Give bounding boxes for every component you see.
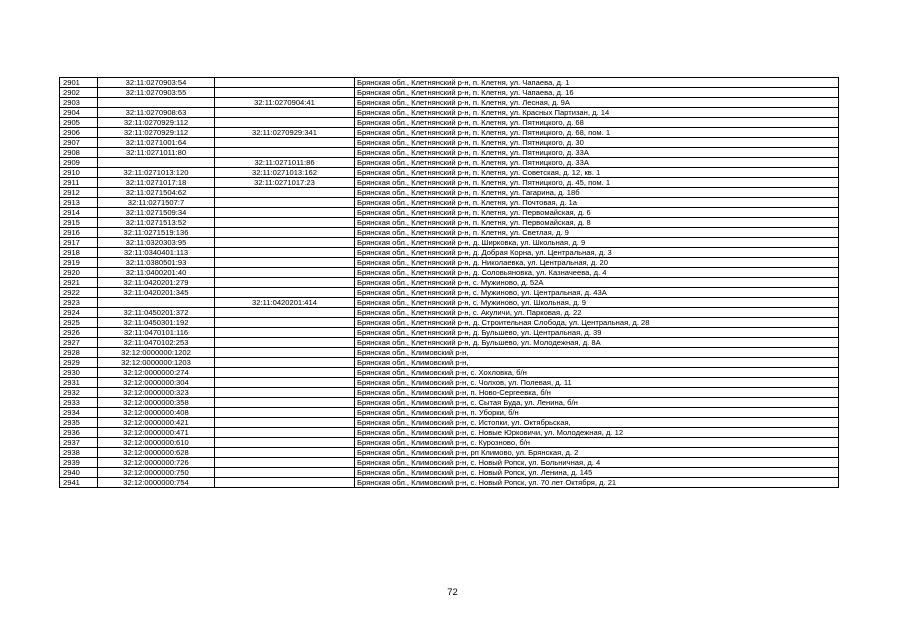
cadastral-number-cell: 32:11:0270903:55 bbox=[98, 88, 215, 98]
cadastral-number-cell: 32:12:0000000:274 bbox=[98, 368, 215, 378]
related-cadastral-number-cell bbox=[215, 428, 355, 438]
row-number-cell: 2902 bbox=[60, 88, 98, 98]
address-cell: Брянская обл., Клетнянский р-н, с. Акуличи, ул. Парковая, д. 22 bbox=[355, 308, 839, 318]
row-number-cell: 2923 bbox=[60, 298, 98, 308]
address-cell: Брянская обл., Клетнянский р-н, п. Клетня, ул. Светлая, д. 9 bbox=[355, 228, 839, 238]
cadastral-number-cell: 32:11:0450301:192 bbox=[98, 318, 215, 328]
address-cell: Брянская обл., Климовский р-н, с. Сытая Буда, ул. Ленина, б/н bbox=[355, 398, 839, 408]
related-cadastral-number-cell bbox=[215, 388, 355, 398]
table-row bbox=[60, 78, 839, 88]
related-cadastral-number-cell bbox=[215, 248, 355, 258]
related-cadastral-number-cell bbox=[215, 188, 355, 198]
address-cell: Брянская обл., Клетнянский р-н, д. Ширковка, ул. Школьная, д. 9 bbox=[355, 238, 839, 248]
row-number-cell: 2908 bbox=[60, 148, 98, 158]
cadastral-number-cell: 32:11:0270908:63 bbox=[98, 108, 215, 118]
cadastral-number-cell: 32:12:0000000:408 bbox=[98, 408, 215, 418]
related-cadastral-number-cell bbox=[215, 78, 355, 88]
address-cell: Брянская обл., Клетнянский р-н, п. Клетня, ул. Пятницкого, д. 30 bbox=[355, 138, 839, 148]
cadastral-number-cell: 32:12:0000000:421 bbox=[98, 418, 215, 428]
cadastral-number-cell: 32:11:0271017:18 bbox=[98, 178, 215, 188]
table-row bbox=[60, 458, 839, 468]
cadastral-number-cell: 32:11:0271001:64 bbox=[98, 138, 215, 148]
table-row bbox=[60, 318, 839, 328]
related-cadastral-number-cell bbox=[215, 468, 355, 478]
table-row bbox=[60, 188, 839, 198]
address-cell: Брянская обл., Климовский р-н, с. Новый Ропск, ул. 70 лет Октября, д. 21 bbox=[355, 478, 839, 488]
cadastral-number-cell: 32:11:0470102:253 bbox=[98, 338, 215, 348]
related-cadastral-number-cell: 32:11:0420201:414 bbox=[215, 298, 355, 308]
cadastral-number-cell: 32:11:0450201:372 bbox=[98, 308, 215, 318]
row-number-cell: 2901 bbox=[60, 78, 98, 88]
cadastral-number-cell: 32:12:0000000:628 bbox=[98, 448, 215, 458]
row-number-cell: 2910 bbox=[60, 168, 98, 178]
table-row bbox=[60, 298, 839, 308]
table-row bbox=[60, 228, 839, 238]
row-number-cell: 2924 bbox=[60, 308, 98, 318]
row-number-cell: 2927 bbox=[60, 338, 98, 348]
table-row bbox=[60, 388, 839, 398]
table-row bbox=[60, 408, 839, 418]
row-number-cell: 2935 bbox=[60, 418, 98, 428]
address-cell: Брянская обл., Климовский р-н, рп Климово, ул. Брянская, д. 2 bbox=[355, 448, 839, 458]
cadastral-number-cell: 32:12:0000000:754 bbox=[98, 478, 215, 488]
cadastral-number-cell bbox=[98, 158, 215, 168]
row-number-cell: 2934 bbox=[60, 408, 98, 418]
table-row bbox=[60, 118, 839, 128]
row-number-cell: 2909 bbox=[60, 158, 98, 168]
row-number-cell: 2920 bbox=[60, 268, 98, 278]
table-row bbox=[60, 238, 839, 248]
table-row bbox=[60, 88, 839, 98]
table-row bbox=[60, 158, 839, 168]
cadastral-number-cell: 32:12:0000000:610 bbox=[98, 438, 215, 448]
related-cadastral-number-cell bbox=[215, 118, 355, 128]
related-cadastral-number-cell bbox=[215, 378, 355, 388]
cadastral-number-cell: 32:11:0271513:52 bbox=[98, 218, 215, 228]
address-cell: Брянская обл., Клетнянский р-н, с. Мужиново, д. 52А bbox=[355, 278, 839, 288]
address-cell: Брянская обл., Клетнянский р-н, п. Клетня, ул. Чапаева, д. 1 bbox=[355, 78, 839, 88]
related-cadastral-number-cell bbox=[215, 198, 355, 208]
row-number-cell: 2936 bbox=[60, 428, 98, 438]
related-cadastral-number-cell bbox=[215, 338, 355, 348]
row-number-cell: 2905 bbox=[60, 118, 98, 128]
related-cadastral-number-cell bbox=[215, 108, 355, 118]
address-cell: Брянская обл., Климовский р-н, bbox=[355, 348, 839, 358]
table-row bbox=[60, 208, 839, 218]
address-cell: Брянская обл., Клетнянский р-н, п. Клетня, ул. Чапаева, д. 16 bbox=[355, 88, 839, 98]
table-row bbox=[60, 138, 839, 148]
related-cadastral-number-cell: 32:11:0271013:162 bbox=[215, 168, 355, 178]
related-cadastral-number-cell: 32:11:0271011:86 bbox=[215, 158, 355, 168]
table-row bbox=[60, 218, 839, 228]
address-cell: Брянская обл., Клетнянский р-н, с. Мужиново, ул. Школьная, д. 9 bbox=[355, 298, 839, 308]
table-row bbox=[60, 148, 839, 158]
table-row bbox=[60, 358, 839, 368]
row-number-cell: 2913 bbox=[60, 198, 98, 208]
table-row bbox=[60, 448, 839, 458]
related-cadastral-number-cell bbox=[215, 358, 355, 368]
address-cell: Брянская обл., Климовский р-н, с. Хохловка, б/н bbox=[355, 368, 839, 378]
cadastral-number-cell: 32:11:0320303:95 bbox=[98, 238, 215, 248]
related-cadastral-number-cell bbox=[215, 398, 355, 408]
table-row bbox=[60, 338, 839, 348]
table-row bbox=[60, 248, 839, 258]
row-number-cell: 2932 bbox=[60, 388, 98, 398]
cadastral-number-cell: 32:12:0000000:471 bbox=[98, 428, 215, 438]
table-row bbox=[60, 168, 839, 178]
related-cadastral-number-cell bbox=[215, 138, 355, 148]
table-row bbox=[60, 468, 839, 478]
table-body bbox=[60, 78, 839, 488]
address-cell: Брянская обл., Клетнянский р-н, п. Клетня, ул. Первомайская, д. 6 bbox=[355, 208, 839, 218]
cadastral-number-cell: 32:12:0000000:1202 bbox=[98, 348, 215, 358]
related-cadastral-number-cell bbox=[215, 318, 355, 328]
table-row bbox=[60, 288, 839, 298]
cadastral-number-cell: 32:11:0420201:345 bbox=[98, 288, 215, 298]
cadastral-number-cell: 32:12:0000000:726 bbox=[98, 458, 215, 468]
row-number-cell: 2926 bbox=[60, 328, 98, 338]
cadastral-number-cell: 32:11:0470101:116 bbox=[98, 328, 215, 338]
table-row bbox=[60, 178, 839, 188]
address-cell: Брянская обл., Климовский р-н, п. Уборки, б/н bbox=[355, 408, 839, 418]
address-cell: Брянская обл., Климовский р-н, с. Чолхов, ул. Полевая, д. 11 bbox=[355, 378, 839, 388]
cadastral-number-cell: 32:11:0380501:93 bbox=[98, 258, 215, 268]
related-cadastral-number-cell bbox=[215, 308, 355, 318]
related-cadastral-number-cell bbox=[215, 208, 355, 218]
related-cadastral-number-cell bbox=[215, 478, 355, 488]
row-number-cell: 2906 bbox=[60, 128, 98, 138]
row-number-cell: 2918 bbox=[60, 248, 98, 258]
related-cadastral-number-cell bbox=[215, 348, 355, 358]
cadastral-number-cell: 32:12:0000000:323 bbox=[98, 388, 215, 398]
cadastral-number-cell: 32:12:0000000:1203 bbox=[98, 358, 215, 368]
related-cadastral-number-cell bbox=[215, 408, 355, 418]
row-number-cell: 2941 bbox=[60, 478, 98, 488]
address-cell: Брянская обл., Климовский р-н, с. Новый Ропск, ул. Ленина, д. 145 bbox=[355, 468, 839, 478]
cadastral-number-cell bbox=[98, 98, 215, 108]
cadastral-number-cell: 32:11:0271519:136 bbox=[98, 228, 215, 238]
row-number-cell: 2925 bbox=[60, 318, 98, 328]
row-number-cell: 2914 bbox=[60, 208, 98, 218]
related-cadastral-number-cell: 32:11:0270929:341 bbox=[215, 128, 355, 138]
row-number-cell: 2917 bbox=[60, 238, 98, 248]
address-cell: Брянская обл., Клетнянский р-н, п. Клетня, ул. Пятницкого, д. 68, пом. 1 bbox=[355, 128, 839, 138]
row-number-cell: 2940 bbox=[60, 468, 98, 478]
related-cadastral-number-cell bbox=[215, 218, 355, 228]
row-number-cell: 2933 bbox=[60, 398, 98, 408]
related-cadastral-number-cell bbox=[215, 418, 355, 428]
row-number-cell: 2907 bbox=[60, 138, 98, 148]
cadastral-number-cell: 32:12:0000000:358 bbox=[98, 398, 215, 408]
address-cell: Брянская обл., Клетнянский р-н, п. Клетня, ул. Гагарина, д. 18б bbox=[355, 188, 839, 198]
row-number-cell: 2931 bbox=[60, 378, 98, 388]
cadastral-number-cell: 32:12:0000000:750 bbox=[98, 468, 215, 478]
related-cadastral-number-cell bbox=[215, 278, 355, 288]
table-row bbox=[60, 438, 839, 448]
cadastral-number-cell: 32:11:0400201:40 bbox=[98, 268, 215, 278]
cadastral-number-cell: 32:11:0270903:54 bbox=[98, 78, 215, 88]
address-cell: Брянская обл., Клетнянский р-н, п. Клетня, ул. Красных Партизан, д. 14 bbox=[355, 108, 839, 118]
related-cadastral-number-cell: 32:11:0271017:23 bbox=[215, 178, 355, 188]
cadastral-number-cell: 32:11:0271509:34 bbox=[98, 208, 215, 218]
row-number-cell: 2930 bbox=[60, 368, 98, 378]
address-cell: Брянская обл., Клетнянский р-н, д. Добрая Корна, ул. Центральная, д. 3 bbox=[355, 248, 839, 258]
related-cadastral-number-cell bbox=[215, 458, 355, 468]
address-cell: Брянская обл., Клетнянский р-н, д. Соловьяновка, ул. Казначеева, д. 4 bbox=[355, 268, 839, 278]
table-row bbox=[60, 98, 839, 108]
address-cell: Брянская обл., Клетнянский р-н, п. Клетня, ул. Пятницкого, д. 45, пом. 1 bbox=[355, 178, 839, 188]
cadastral-number-cell: 32:11:0340401:113 bbox=[98, 248, 215, 258]
cadastral-number-cell: 32:11:0270929:112 bbox=[98, 128, 215, 138]
related-cadastral-number-cell bbox=[215, 288, 355, 298]
address-cell: Брянская обл., Климовский р-н, с. Курозново, б/н bbox=[355, 438, 839, 448]
related-cadastral-number-cell bbox=[215, 228, 355, 238]
address-cell: Брянская обл., Клетнянский р-н, д. Бульшево, ул. Молодежная, д. 8А bbox=[355, 338, 839, 348]
related-cadastral-number-cell bbox=[215, 258, 355, 268]
table-row bbox=[60, 328, 839, 338]
related-cadastral-number-cell: 32:11:0270904:41 bbox=[215, 98, 355, 108]
table-row bbox=[60, 378, 839, 388]
row-number-cell: 2939 bbox=[60, 458, 98, 468]
cadastral-number-cell: 32:11:0271507:7 bbox=[98, 198, 215, 208]
cadastral-number-cell: 32:12:0000000:304 bbox=[98, 378, 215, 388]
related-cadastral-number-cell bbox=[215, 368, 355, 378]
row-number-cell: 2928 bbox=[60, 348, 98, 358]
cadastral-number-cell: 32:11:0420201:279 bbox=[98, 278, 215, 288]
related-cadastral-number-cell bbox=[215, 448, 355, 458]
address-cell: Брянская обл., Климовский р-н, bbox=[355, 358, 839, 368]
row-number-cell: 2912 bbox=[60, 188, 98, 198]
row-number-cell: 2904 bbox=[60, 108, 98, 118]
related-cadastral-number-cell bbox=[215, 268, 355, 278]
property-table bbox=[59, 77, 839, 488]
address-cell: Брянская обл., Климовский р-н, с. Истопки, ул. Октябрьская, bbox=[355, 418, 839, 428]
related-cadastral-number-cell bbox=[215, 238, 355, 248]
table-row bbox=[60, 418, 839, 428]
table-row bbox=[60, 258, 839, 268]
table-row bbox=[60, 398, 839, 408]
table-row bbox=[60, 128, 839, 138]
row-number-cell: 2915 bbox=[60, 218, 98, 228]
row-number-cell: 2922 bbox=[60, 288, 98, 298]
row-number-cell: 2919 bbox=[60, 258, 98, 268]
address-cell: Брянская обл., Клетнянский р-н, д. Строительная Слобода, ул. Центральная, д. 28 bbox=[355, 318, 839, 328]
table-row bbox=[60, 368, 839, 378]
address-cell: Брянская обл., Клетнянский р-н, д. Бульшево, ул. Центральная, д. 39 bbox=[355, 328, 839, 338]
address-cell: Брянская обл., Клетнянский р-н, п. Клетня, ул. Пятницкого, д. 68 bbox=[355, 118, 839, 128]
address-cell: Брянская обл., Климовский р-н, с. Новые Юрковичи, ул. Молодежная, д. 12 bbox=[355, 428, 839, 438]
cadastral-number-cell: 32:11:0271011:80 bbox=[98, 148, 215, 158]
row-number-cell: 2921 bbox=[60, 278, 98, 288]
related-cadastral-number-cell bbox=[215, 148, 355, 158]
table-row bbox=[60, 348, 839, 358]
table-row bbox=[60, 308, 839, 318]
related-cadastral-number-cell bbox=[215, 328, 355, 338]
address-cell: Брянская обл., Клетнянский р-н, п. Клетня, ул. Почтовая, д. 1а bbox=[355, 198, 839, 208]
row-number-cell: 2916 bbox=[60, 228, 98, 238]
row-number-cell: 2929 bbox=[60, 358, 98, 368]
address-cell: Брянская обл., Клетнянский р-н, с. Мужиново, ул. Центральная, д. 43А bbox=[355, 288, 839, 298]
cadastral-number-cell bbox=[98, 298, 215, 308]
table-row bbox=[60, 278, 839, 288]
cadastral-number-cell: 32:11:0271504:62 bbox=[98, 188, 215, 198]
table-row bbox=[60, 108, 839, 118]
cadastral-number-cell: 32:11:0270929:112 bbox=[98, 118, 215, 128]
related-cadastral-number-cell bbox=[215, 438, 355, 448]
related-cadastral-number-cell bbox=[215, 88, 355, 98]
cadastral-number-cell: 32:11:0271013:120 bbox=[98, 168, 215, 178]
address-cell: Брянская обл., Клетнянский р-н, п. Клетня, ул. Лесная, д. 9А bbox=[355, 98, 839, 108]
row-number-cell: 2903 bbox=[60, 98, 98, 108]
address-cell: Брянская обл., Клетнянский р-н, п. Клетня, ул. Пятницкого, д. 33А bbox=[355, 158, 839, 168]
page-number: 72 bbox=[447, 587, 458, 598]
table-row bbox=[60, 478, 839, 488]
row-number-cell: 2938 bbox=[60, 448, 98, 458]
table-row bbox=[60, 428, 839, 438]
address-cell: Брянская обл., Клетнянский р-н, п. Клетня, ул. Советская, д. 12, кв. 1 bbox=[355, 168, 839, 178]
row-number-cell: 2937 bbox=[60, 438, 98, 448]
address-cell: Брянская обл., Клетнянский р-н, п. Клетня, ул. Пятницкого, д. 33А bbox=[355, 148, 839, 158]
row-number-cell: 2911 bbox=[60, 178, 98, 188]
table-row bbox=[60, 268, 839, 278]
address-cell: Брянская обл., Климовский р-н, п. Ново-Сергеевка, б/н bbox=[355, 388, 839, 398]
table-row bbox=[60, 198, 839, 208]
address-cell: Брянская обл., Клетнянский р-н, п. Клетня, ул. Первомайская, д. 8 bbox=[355, 218, 839, 228]
address-cell: Брянская обл., Клетнянский р-н, д. Николаевка, ул. Центральная, д. 20 bbox=[355, 258, 839, 268]
address-cell: Брянская обл., Климовский р-н, с. Новый Ропск, ул. Больничная, д. 4 bbox=[355, 458, 839, 468]
